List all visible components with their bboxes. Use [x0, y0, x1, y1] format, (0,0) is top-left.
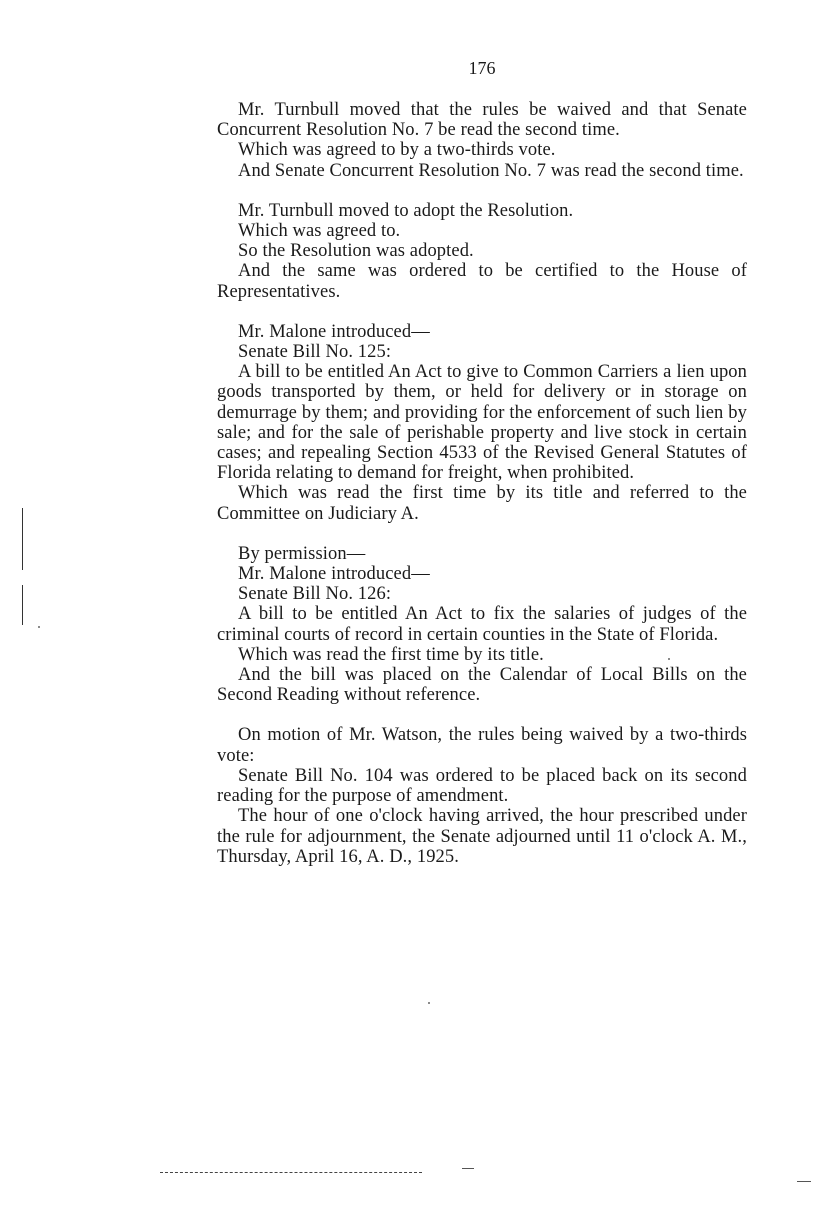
section-gap [217, 302, 747, 322]
paragraph: Which was agreed to. [238, 221, 401, 242]
paragraph: A bill to be entitled An Act to fix the salaries of judges of the criminal courts of record in certain counties in the State of Florida. [217, 604, 747, 645]
paragraph: Mr. Turnbull moved that the rules be waived and that Senate Concurrent Resolution No. 7 be read the second time. [217, 100, 747, 141]
paragraph: Senate Bill No. 126: [238, 584, 392, 605]
margin-mark [22, 585, 23, 625]
paragraph: Senate Bill No. 125: [238, 342, 392, 363]
paragraph: By permission— [238, 543, 366, 564]
page-number-text: 176 [468, 58, 496, 78]
paragraph: Mr. Malone introduced— [238, 564, 430, 585]
paragraph: A bill to be entitled An Act to give to Common Carriers a lien upon goods transported by them, or held for delivery or in storage on demurrage by them; and providing for the enforcement of such lien by sale; and for the sale of perishable property and live stock in certain cases; and repealing Section 4533 of the Revised General Statutes of Florida relating to demand for freight, when prohibited. [217, 362, 747, 484]
footer-dash [797, 1181, 811, 1182]
paragraph: Mr. Turnbull moved to adopt the Resolution. [238, 200, 574, 221]
journal-body [217, 100, 747, 867]
page-number [0, 58, 814, 79]
paragraph: Which was read the first time by its title. [238, 644, 544, 665]
paragraph: Senate Bill No. 104 was ordered to be placed back on its second reading for the purpose of amendment. [217, 765, 747, 807]
footer-dash [462, 1168, 474, 1169]
scan-speck [668, 658, 670, 660]
section-gap [217, 181, 747, 201]
paragraph: And Senate Concurrent Resolution No. 7 was read the second time. [238, 160, 744, 181]
paragraph: Which was agreed to by a two-thirds vote. [238, 140, 556, 161]
scan-speck [38, 626, 40, 628]
section-gap [217, 524, 747, 544]
paragraph: And the same was ordered to be certified to the House of Representatives. [217, 261, 747, 302]
margin-mark [22, 508, 23, 570]
paragraph: The hour of one o'clock having arrived, the hour prescribed under the rule for adjournment, the Senate adjourned until 11 o'clock A. M., Thursday, April 16, A. D., 1925. [217, 806, 747, 867]
footer-rule [160, 1172, 422, 1173]
paragraph: Mr. Malone introduced— [238, 321, 430, 342]
paragraph: And the bill was placed on the Calendar of Local Bills on the Second Reading without reference. [217, 665, 747, 706]
paragraph: Which was read the first time by its title and referred to the Committee on Judiciary A. [217, 483, 747, 524]
paragraph: On motion of Mr. Watson, the rules being waived by a two-thirds vote: [217, 725, 747, 766]
section-gap [217, 705, 747, 725]
paragraph: So the Resolution was adopted. [238, 241, 474, 262]
scan-speck [428, 1002, 430, 1004]
